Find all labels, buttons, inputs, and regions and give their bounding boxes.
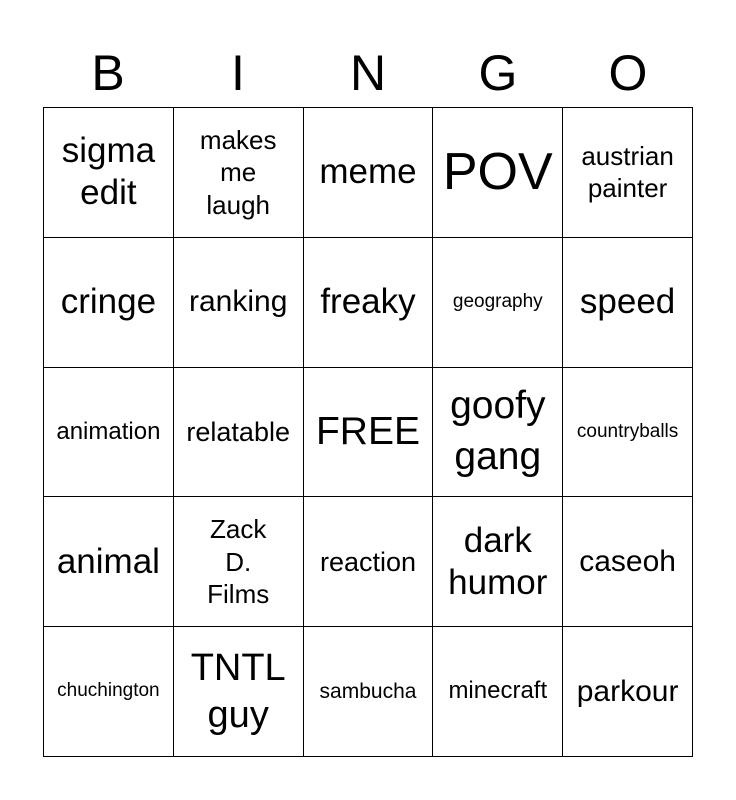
header-letter-g: G [478,45,518,101]
bingo-header [43,40,693,108]
bingo-cell-r3-c4[interactable] [433,368,563,498]
bingo-cell-r2-c1[interactable] [44,238,174,368]
cell-label: caseoh [579,544,676,578]
cell-label: FREE [315,409,420,453]
cell-label: TNTL guy [190,647,286,736]
cell-label: austrian painter [581,140,674,204]
cell-label: reaction [319,546,417,577]
bingo-cell-r3-c3[interactable] [304,368,434,498]
cell-label: Zack D. Films [207,514,270,610]
bingo-grid [43,107,693,757]
bingo-cell-r5-c4[interactable] [433,627,563,757]
bingo-cell-r1-c2[interactable] [174,108,304,238]
bingo-cell-r3-c5[interactable] [563,368,693,498]
header-letter-i: I [231,45,245,101]
cell-label: dark humor [448,520,548,602]
bingo-cell-r4-c2[interactable] [174,497,304,627]
cell-label: speed [579,282,676,322]
cell-label: minecraft [448,677,548,705]
bingo-cell-r1-c3[interactable] [304,108,434,238]
cell-label: countryballs [576,420,679,442]
cell-label: sambucha [319,680,417,703]
bingo-cell-r1-c1[interactable] [44,108,174,238]
cell-label: cringe [60,282,157,322]
cell-label: makes me laugh [199,124,277,220]
header-letter-b: B [91,45,125,101]
bingo-cell-r2-c5[interactable] [563,238,693,368]
cell-label: geography [452,290,543,312]
bingo-cell-r2-c3[interactable] [304,238,434,368]
header-letter-o: O [608,45,648,101]
bingo-cell-r2-c2[interactable] [174,238,304,368]
bingo-cell-r5-c2[interactable] [174,627,304,757]
cell-label: chuchington [57,680,160,702]
bingo-cell-r5-c1[interactable] [44,627,174,757]
cell-label: ranking [188,285,288,319]
bingo-cell-r3-c2[interactable] [174,368,304,498]
bingo-cell-r1-c5[interactable] [563,108,693,238]
cell-label: relatable [186,416,290,447]
cell-label: animal [56,541,160,581]
bingo-cell-r4-c1[interactable] [44,497,174,627]
cell-label: POV [442,143,553,202]
cell-label: sigma edit [61,131,156,213]
bingo-cell-r2-c4[interactable] [433,238,563,368]
bingo-cell-r4-c5[interactable] [563,497,693,627]
cell-label: parkour [576,674,679,708]
cell-label: animation [56,417,161,445]
bingo-cell-r5-c3[interactable] [304,627,434,757]
cell-label: freaky [320,282,416,322]
header-letter-n: N [349,45,387,101]
bingo-cell-r4-c4[interactable] [433,497,563,627]
cell-label: goofy gang [450,384,546,478]
bingo-cell-r3-c1[interactable] [44,368,174,498]
bingo-cell-r5-c5[interactable] [563,627,693,757]
cell-label: meme [319,152,417,192]
bingo-cell-r1-c4[interactable] [433,108,563,238]
bingo-cell-r4-c3[interactable] [304,497,434,627]
